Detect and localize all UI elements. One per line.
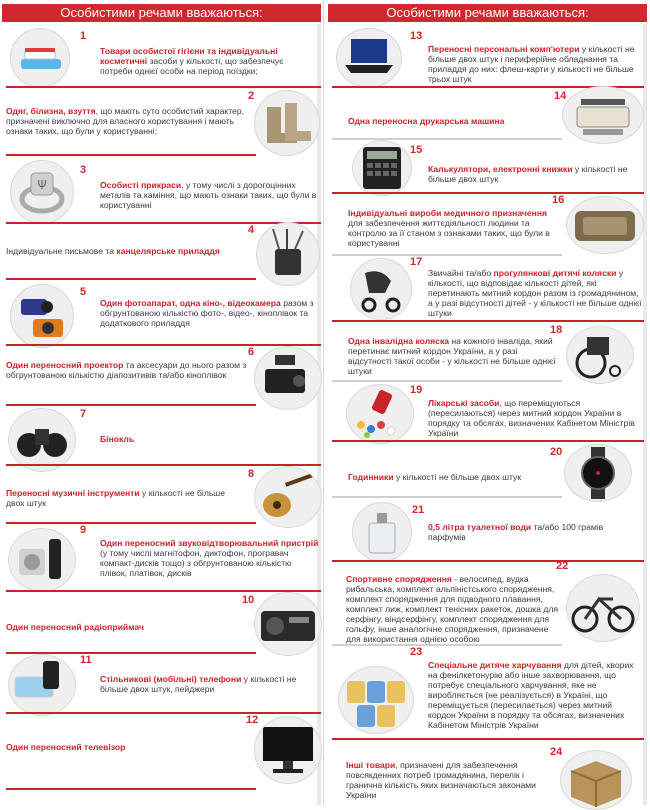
item-text: Калькулятори, електронні книжки у кількості не більше двох штук <box>428 164 628 184</box>
item-number: 9 <box>80 524 87 536</box>
item-number: 1 <box>80 30 87 42</box>
left-column <box>2 0 321 805</box>
item-text: Переносні музичні інструменти у кількості не більше двох штук <box>6 488 225 508</box>
list-item-9 <box>2 522 321 592</box>
item-number: 16 <box>552 194 565 206</box>
item-number: 12 <box>246 714 259 726</box>
list-item-7 <box>2 406 321 466</box>
left-header: Особистими речами вважаються: <box>2 4 321 22</box>
item-number: 19 <box>410 384 423 396</box>
item-number: 13 <box>410 30 423 42</box>
svg-text:Ψ: Ψ <box>37 178 47 192</box>
item-text: Особисті прикраси, у тому числі з дорогоцінних металів та каміння, що мають ознаки таких, що були в користуванні <box>100 180 317 210</box>
item-number: 6 <box>248 346 255 358</box>
radio-icon <box>254 592 322 656</box>
item-text: 0,5 літра туалетної води та/або 100 грамів парфумів <box>428 522 604 542</box>
list-item-5 <box>2 282 321 346</box>
item-text: Один фотоапарат, одна кіно-, відеокамера разом з обгрунтованою кількістю фото-, відео-, кіноплівок та додаткового приладдя <box>100 298 314 328</box>
laptop-icon <box>336 28 402 88</box>
list-item-1 <box>2 24 321 84</box>
camera-icon <box>10 284 74 348</box>
list-item-4 <box>2 226 321 284</box>
list-item-18 <box>328 322 647 382</box>
item-number: 10 <box>242 594 255 606</box>
right-header: Особистими речами вважаються: <box>328 4 647 22</box>
item-number: 24 <box>550 746 563 758</box>
list-item-10 <box>2 592 321 654</box>
list-item-20 <box>328 442 647 498</box>
item-underline <box>6 154 256 156</box>
boots-icon <box>254 90 320 156</box>
item-number: 7 <box>80 408 87 420</box>
baby-food-icon <box>338 666 414 734</box>
item-text: Одна переносна друкарська машина <box>348 116 505 126</box>
item-text: Один переносний телевізор <box>6 742 126 752</box>
list-item-19 <box>328 382 647 442</box>
item-text: Індивідуальне письмове та канцелярське приладдя <box>6 246 220 256</box>
item-text: Індивідуальні вироби медичного призначення для забезпечення життєдіяльності людини та контролю за її станом з ознаками таких, що були в користуванні <box>348 208 550 248</box>
right-column <box>328 0 647 805</box>
list-item-17 <box>328 256 647 322</box>
stroller-icon <box>350 258 412 320</box>
list-item-6 <box>2 346 321 406</box>
item-number: 5 <box>80 286 87 298</box>
item-text: Годинники у кількості не більше двох штук <box>348 472 522 482</box>
item-number: 23 <box>410 646 423 658</box>
list-item-12 <box>2 712 321 792</box>
item-number: 17 <box>410 256 423 268</box>
list-item-22 <box>328 560 647 646</box>
list-item-14 <box>328 88 647 140</box>
watch-icon <box>564 444 632 502</box>
item-text: Спортивне спорядження - велосипед, вудка рибальська, комплект альпіністського спорядження, комплект спорядження для підводного плавання, комплект лиж, комплект тенісних ракеток, дошка для серфінгу, віндсерфінгу, комплект спорядження для гольфу, інше аналогічне спорядження, призначене для використання однією особою <box>346 574 559 644</box>
ring-icon <box>10 160 74 224</box>
item-underline <box>6 788 256 790</box>
item-text: Спеціальне дитяче харчування для дітей, хворих на фенілкетонурію або інше захворювання, що потребує спеціального харчування, яке не виробляється (не реалізується) в Україні, що переміщується (пересилається) через митний кордон України в порядку та обсягах, визначених Кабінетом Міністрів України <box>428 660 634 730</box>
item-text: Інші товари, призначені для забезпечення повсякденних потреб громадянина, перелік і гранична кількість яких визначаються законами України <box>346 760 536 800</box>
column-divider <box>323 0 324 805</box>
item-text: Одна інвалідна коляска на кожного інваліда, який перетинає митний кордон України, а у разі відсутності такої особи - у кількості не більше однієї штуки <box>348 336 556 376</box>
bicycle-icon <box>566 574 640 642</box>
list-item-11 <box>2 652 321 714</box>
list-item-8 <box>2 466 321 524</box>
typewriter-icon <box>562 86 644 144</box>
list-item-21 <box>328 498 647 562</box>
item-number: 3 <box>80 164 87 176</box>
item-number: 4 <box>248 224 255 236</box>
tv-icon <box>254 716 322 784</box>
phone-icon <box>8 654 76 716</box>
list-item-2 <box>2 86 321 156</box>
item-number: 15 <box>410 144 423 156</box>
binoculars-icon <box>8 408 76 472</box>
item-number: 8 <box>248 468 255 480</box>
wheelchair-icon <box>566 326 634 384</box>
box-icon <box>560 750 632 810</box>
item-number: 11 <box>80 654 92 666</box>
item-text: Бінокль <box>100 434 135 444</box>
item-text: Товари особистої гігієни та індивідуальні косметичні засоби у кількості, що забезпечує потреби однієї особи на період поїздки; <box>100 46 284 76</box>
toothbrush-icon <box>10 28 70 88</box>
item-number: 14 <box>554 90 567 102</box>
list-item-3 <box>2 158 321 224</box>
item-number: 21 <box>412 504 425 516</box>
projector-icon <box>254 346 322 410</box>
list-item-15 <box>328 140 647 196</box>
item-text: Лікарські засоби, що переміщуються (пересилаються) через митний кордон України в порядку та обсягах, визначених Кабінетом Міністрів України <box>428 398 635 438</box>
calculator-icon <box>352 140 412 196</box>
list-item-24 <box>328 742 647 804</box>
item-text: Один переносний проектор та аксесуари до нього разом з обгрунтованою кількістю діапозитивів та/або кіноплівок <box>6 360 247 380</box>
item-text: Стільникові (мобільні) телефони у кількості не більше двох штук, пейджери <box>100 674 297 694</box>
pills-icon <box>346 384 414 444</box>
medical-kit-icon <box>566 196 644 254</box>
item-text: Один переносний звуковідтворювальний пристрій (у тому числі магнітофон, диктофон, програвач компакт-дисків тощо) з обгрунтованою кількістю плівок, платівок, дисків <box>100 538 319 578</box>
stationery-icon <box>256 222 320 286</box>
item-number: 20 <box>550 446 563 458</box>
item-number: 18 <box>550 324 563 336</box>
list-item-16 <box>328 194 647 256</box>
item-text: Одяг, білизна, взуття, що мають суто особистий характер, призначені виключно для власного користування і мають ознаки таких, що були у користуванні; <box>6 106 244 136</box>
item-text: Звичайні та/або прогулянкові дитячі коляски у кількості, що відповідає кількості дітей, які перетинають митний кордон разом із громадянином, а у разі відсутності дітей - у кількості не більше однієї штуки <box>428 268 642 318</box>
item-number: 2 <box>248 90 255 102</box>
list-item-13 <box>328 24 647 88</box>
list-item-23 <box>328 646 647 742</box>
item-underline <box>6 278 256 280</box>
item-underline <box>332 738 644 740</box>
item-text: Один переносний радіоприймач <box>6 622 144 632</box>
guitar-icon <box>254 466 322 528</box>
recorder-icon <box>8 528 76 592</box>
item-text: Переносні персональні комп'ютери у кількості не більше двох штук і периферійне обладнання та приладдя до них: флеш-карти у кількості не більше трьох штук <box>428 44 635 84</box>
item-number: 22 <box>556 560 569 572</box>
perfume-icon <box>352 502 412 562</box>
